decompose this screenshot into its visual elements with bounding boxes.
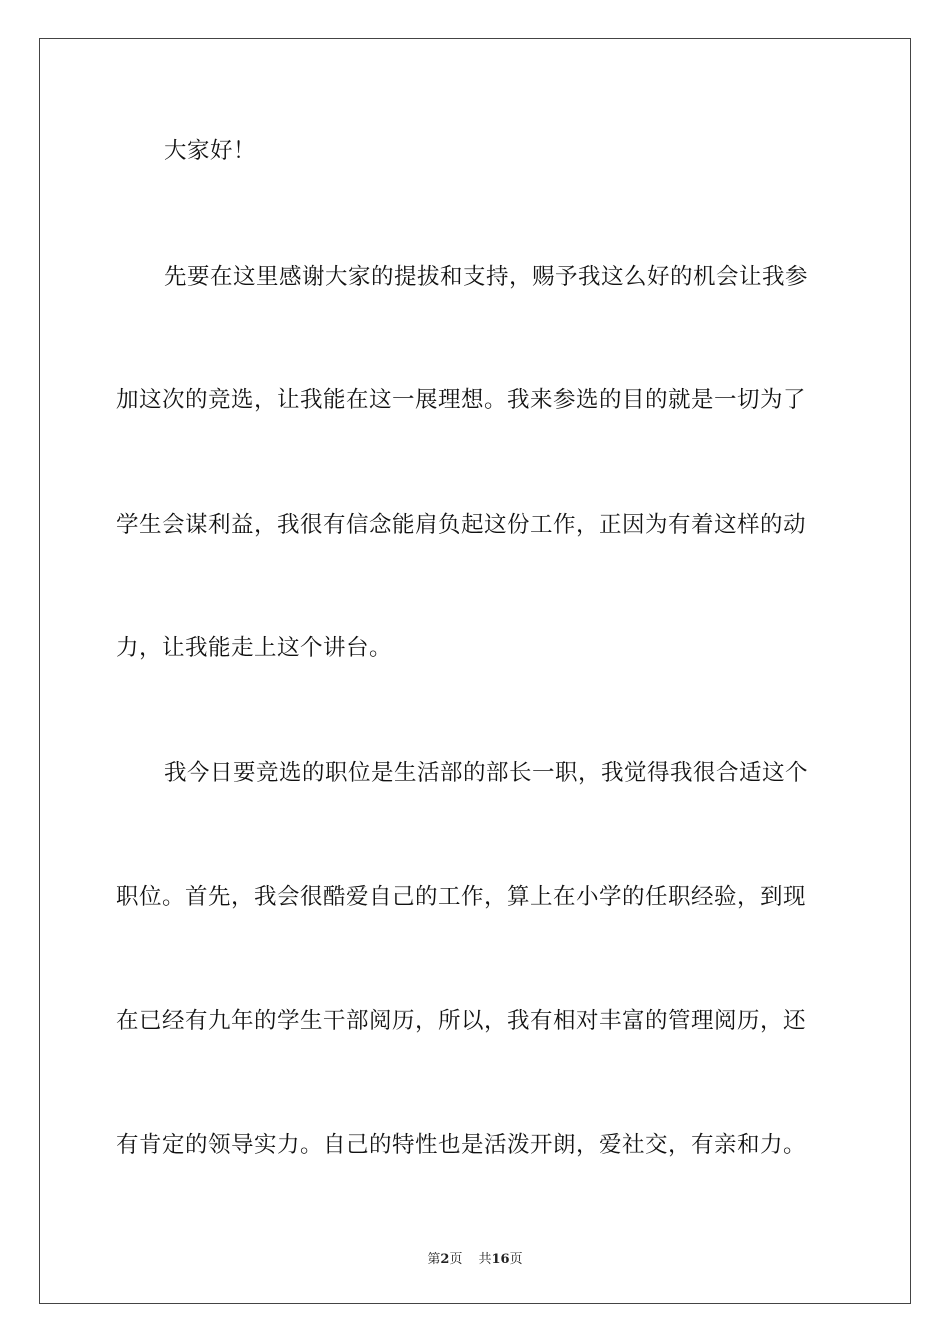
paragraph-2-line-3: 在已经有九年的学生干部阅历，所以，我有相对丰富的管理阅历，还 [116,1008,807,1034]
paragraph-2-line-1: 我今日要竞选的职位是生活部的部长一职，我觉得我很合适这个 [164,760,809,786]
page-prefix: 第 [427,1252,441,1267]
page-frame [39,38,911,1304]
paragraph-1-line-4: 力，让我能走上这个讲台。 [116,635,393,661]
total-suffix: 页 [509,1252,523,1267]
paragraph-2-line-2: 职位。首先，我会很酷爱自己的工作，算上在小学的任职经验，到现 [116,884,807,910]
paragraph-1-line-3: 学生会谋利益，我很有信念能肩负起这份工作，正因为有着这样的动 [116,512,807,538]
page-number: 2 [440,1252,450,1267]
total-prefix: 共 [478,1252,492,1267]
greeting-line: 大家好！ [164,138,257,164]
paragraph-1-line-2: 加这次的竞选，让我能在这一展理想。我来参选的目的就是一切为了 [116,387,807,413]
paragraph-2-line-4: 有肯定的领导实力。自己的特性也是活泼开朗，爱社交，有亲和力。 [116,1132,807,1158]
paragraph-1-line-1: 先要在这里感谢大家的提拔和支持，赐予我这么好的机会让我参 [164,264,809,290]
total-pages: 16 [491,1252,510,1267]
page-footer [0,1248,950,1267]
page-suffix: 页 [449,1252,463,1267]
